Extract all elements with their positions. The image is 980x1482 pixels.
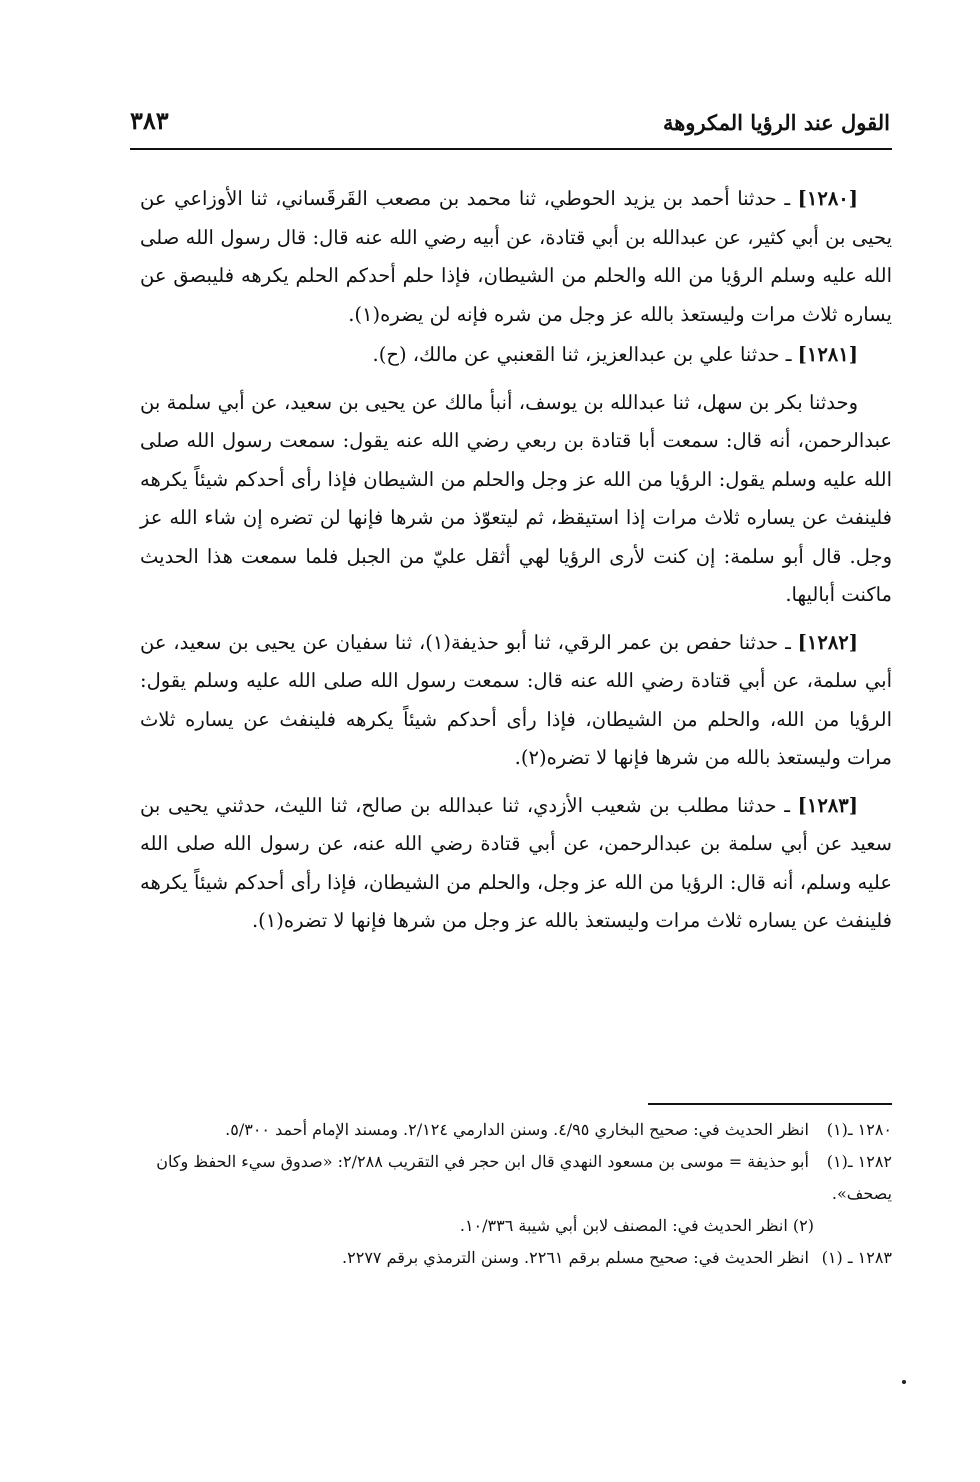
footnote [140,1114,892,1146]
main-text [140,180,892,941]
hadith-number: [١٢٨٠] [797,187,859,210]
footnote-text: (٢) انظر الحديث في: المصنف لابن أبي شيبة ١٠/٣٣٦. [459,1216,814,1235]
footnote [140,1242,892,1274]
footnote [140,1210,892,1242]
footnote-text: انظر الحديث في: صحيح البخاري ٤/٩٥. وسنن الدارمي ٢/١٢٤. ومسند الإمام أحمد ٥/٣٠٠. [225,1120,809,1139]
hadith-text: ـ حدثنا أحمد بن يزيد الحوطي، ثنا محمد بن مصعب القَرقَساني، ثنا الأوزاعي عن يحيى بن أبي كثير، عن عبدالله بن أبي قتادة، عن أبيه رضي الله عنه قال: قال رسول الله صلى الله عليه وسلم الرؤيا من الله والحلم من الشيطان، فإذا حلم أحدكم الحلم يكرهه فليبصق عن يساره ثلاث مرات وليستعذ بالله عز وجل من شره فإنه لن يضره(١). [140,187,892,326]
hadith-text: ـ حدثنا حفص بن عمر الرقي، ثنا أبو حذيفة(١)، ثنا سفيان عن يحيى بن سعيد، عن أبي سلمة، عن أبي قتادة رضي الله عنه قال: سمعت رسول الله صلى الله عليه وسلم يقول: الرؤيا من الله، والحلم من الشيطان، فإذا رأى أحدكم شيئاً يكرهه فلينفث عن يساره ثلاث مرات وليستعذ بالله من شرها فإنها لا تضره(٢). [140,630,892,769]
footnote-ref: ١٢٨٣ ـ (١) [821,1248,892,1267]
footnote-separator [648,1103,892,1105]
footnote-text: انظر الحديث في: صحيح مسلم برقم ٢٢٦١. وسنن الترمذي برقم ٢٢٧٧. [342,1248,809,1267]
hadith-1281-continuation [140,384,892,615]
hadith-1280 [140,180,892,334]
hadith-text: ـ حدثنا علي بن عبدالعزيز، ثنا القعنبي عن مالك، (ح). [372,343,792,366]
footnote-ref: ١٢٨٠ ـ(١) [826,1120,892,1139]
page-number: ٣٨٣ [130,106,169,135]
footnote [140,1146,892,1210]
print-speck [902,1380,906,1384]
hadith-text: ـ حدثنا مطلب بن شعيب الأزدي، ثنا عبدالله بن صالح، ثنا الليث، حدثني يحيى بن سعيد عن أبي سلمة بن عبدالرحمن، عن أبي قتادة رضي الله عنه، عن رسول الله صلى الله عليه وسلم، أنه قال: الرؤيا من الله عز وجل، والحلم من الشيطان، فإذا رأى أحدكم شيئاً يكرهه فلينفث عن يساره ثلاث مرات وليستعذ بالله عز وجل من شرها فإنها لا تضره(١). [140,793,892,932]
hadith-1281 [140,336,892,375]
footnote-text: أبو حذيفة = موسى بن مسعود النهدي قال ابن حجر في التقريب ٢/٢٨٨: «صدوق سيء الحفظ وكان يصحف». [156,1152,892,1203]
hadith-number: [١٢٨٢] [797,630,859,654]
header-rule [130,148,892,150]
footnotes [140,1114,892,1274]
hadith-1283 [140,787,892,941]
footnote-ref: ١٢٨٢ ـ(١) [826,1152,892,1171]
hadith-1282 [140,624,892,778]
hadith-text: وحدثنا بكر بن سهل، ثنا عبدالله بن يوسف، أنبأ مالك عن يحيى بن سعيد، عن أبي سلمة بن عبدالرحمن، أنه قال: سمعت أبا قتادة بن ربعي رضي الله عنه يقول: سمعت رسول الله صلى الله عليه وسلم يقول: الرؤيا من الله عز وجل والحلم من الشيطان فإذا رأى أحدكم شيئاً يكرهه فلينفث عن يساره ثلاث مرات إذا استيقظ، ثم ليتعوّذ من شرها فإنها لن تضره إن شاء الله عز وجل. قال أبو سلمة: إن كنت لأرى الرؤيا لهي أثقل عليّ من الجبل فلما سمعت هذا الحديث ماكنت أباليها. [140,390,892,606]
running-title: القول عند الرؤيا المكروهة [662,110,890,135]
hadith-number: [١٢٨٣] [797,793,858,817]
hadith-number: [١٢٨١] [797,343,858,366]
page-header [130,100,890,144]
